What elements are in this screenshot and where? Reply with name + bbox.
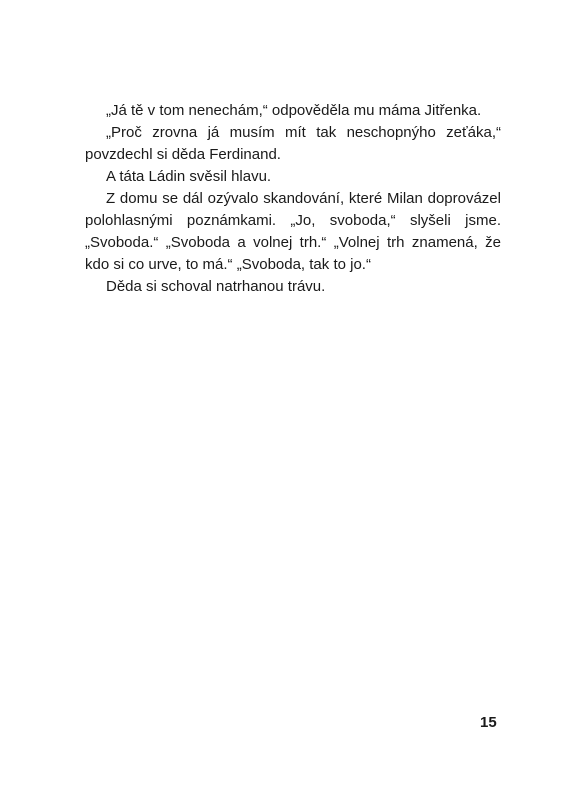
paragraph-5: Děda si schoval natrhanou trávu.: [106, 278, 326, 295]
page-number: 15: [480, 714, 497, 731]
paragraph-2: „Proč zrovna já musím mít tak neschopnýho zeťáka,“ povzdechl si děda Ferdinand.: [85, 124, 501, 163]
paragraph-3: A táta Ládin svěsil hlavu.: [106, 168, 272, 185]
paragraph-4: Z domu se dál ozývalo skandování, které Milan doprovázel polohlasnými poznámkami. „Jo, svoboda,“ slyšeli jsme. „Svoboda.“ „Svoboda a volnej trh.“ „Volnej trh znamená, že kdo si co urve, to má.“ „Svoboda, tak to jo.“: [85, 190, 501, 273]
body-text: [85, 100, 501, 298]
paragraph-1: „Já tě v tom nenechám,“ odpověděla mu máma Jitřenka.: [106, 102, 482, 119]
